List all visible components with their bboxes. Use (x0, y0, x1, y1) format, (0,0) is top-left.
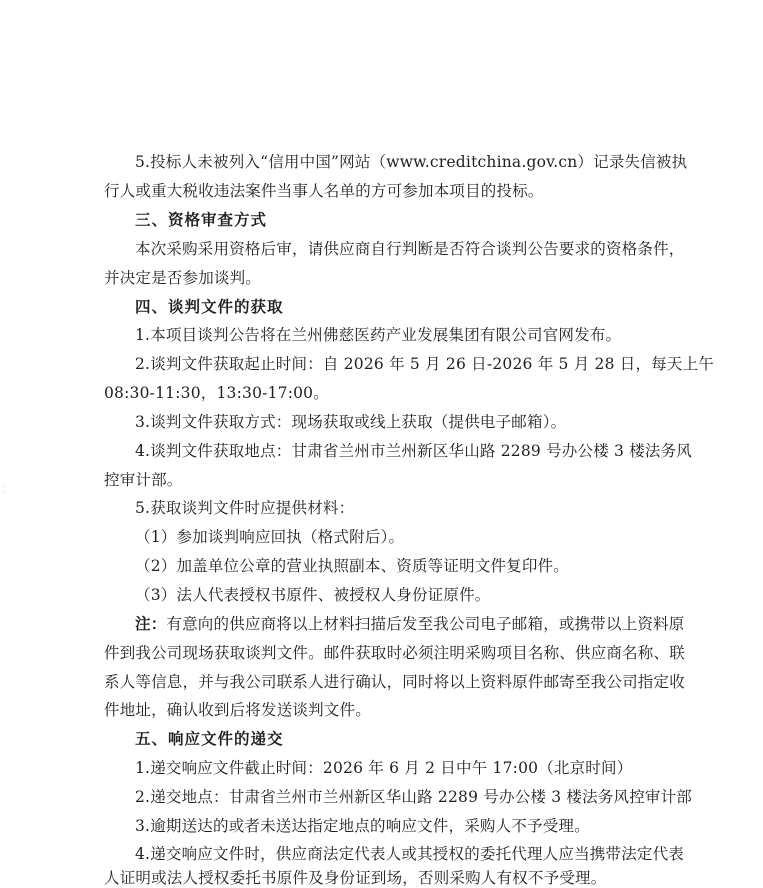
paragraph-line: 系人等信息，并与我公司联系人进行确认，同时将以上资料原件邮寄至我公司指定收 (104, 673, 685, 691)
paragraph-line: 本次采购采用资格后审，请供应商自行判断是否符合谈判公告要求的资格条件， (135, 240, 685, 258)
section-heading: 五、响应文件的递交 (135, 729, 284, 748)
list-item: （3）法人代表授权书原件、被授权人身份证原件。 (135, 586, 491, 604)
scan-speck (4, 492, 5, 493)
section-heading: 三、资格审查方式 (135, 210, 268, 229)
list-item: （2）加盖单位公章的营业执照副本、资质等证明文件复印件。 (135, 557, 569, 575)
section-heading: 四、谈判文件的获取 (135, 297, 284, 316)
paragraph-line: 件到我公司现场获取谈判文件。邮件获取时必须注明采购项目名称、供应商名称、联 (104, 644, 685, 662)
paragraph-line: 08:30-11:30，13:30-17:00。 (104, 384, 329, 402)
paragraph-line: 4.递交响应文件时，供应商法定代表人或其授权的委托代理人应当携带法定代表 (135, 845, 684, 863)
paragraph-line: 人证明或法人授权委托书原件及身份证到场，否则采购人有权不予受理。 (104, 869, 607, 887)
paragraph-line: 控审计部。 (104, 471, 183, 489)
paragraph-line: 5.获取谈判文件时应提供材料： (135, 499, 355, 517)
paragraph-line: 并决定是否参加谈判。 (104, 269, 262, 287)
list-item: （1）参加谈判响应回执（格式附后）。 (135, 528, 405, 546)
paragraph-line: 行人或重大税收违法案件当事人名单的方可参加本项目的投标。 (104, 182, 544, 200)
note-text: 有意向的供应商将以上材料扫描后发至我公司电子邮箱，或携带以上资料原 (166, 615, 685, 633)
note-line (135, 614, 685, 634)
paragraph-line: 4.谈判文件获取地点：甘肃省兰州市兰州新区华山路 2289 号办公楼 3 楼法务风 (135, 442, 693, 460)
paragraph-line: 3.逾期送达的或者未送达指定地点的响应文件，采购人不予受理。 (135, 817, 590, 835)
paragraph-line: 1.本项目谈判公告将在兰州佛慈医药产业发展集团有限公司官网发布。 (135, 326, 622, 344)
paragraph-line: 2.递交地点：甘肃省兰州市兰州新区华山路 2289 号办公楼 3 楼法务风控审计部 (135, 788, 693, 806)
note-label: 注： (135, 614, 167, 633)
paragraph-line: 3.谈判文件获取方式：现场获取或线上获取（提供电子邮箱）。 (135, 413, 567, 431)
paragraph-line: 2.谈判文件获取起止时间：自 2026 年 5 月 26 日-2026 年 5 月 28 日，每天上午 (135, 355, 714, 373)
paragraph-line: 5.投标人未被列入“信用中国”网站（www.creditchina.gov.cn）记录失信被执 (135, 153, 688, 171)
paragraph-line: 件地址，确认收到后将发送谈判文件。 (104, 701, 371, 719)
paragraph-line: 1.递交响应文件截止时间：2026 年 6 月 2 日中午 17:00（北京时间） (135, 759, 633, 777)
scan-speck (4, 486, 5, 487)
